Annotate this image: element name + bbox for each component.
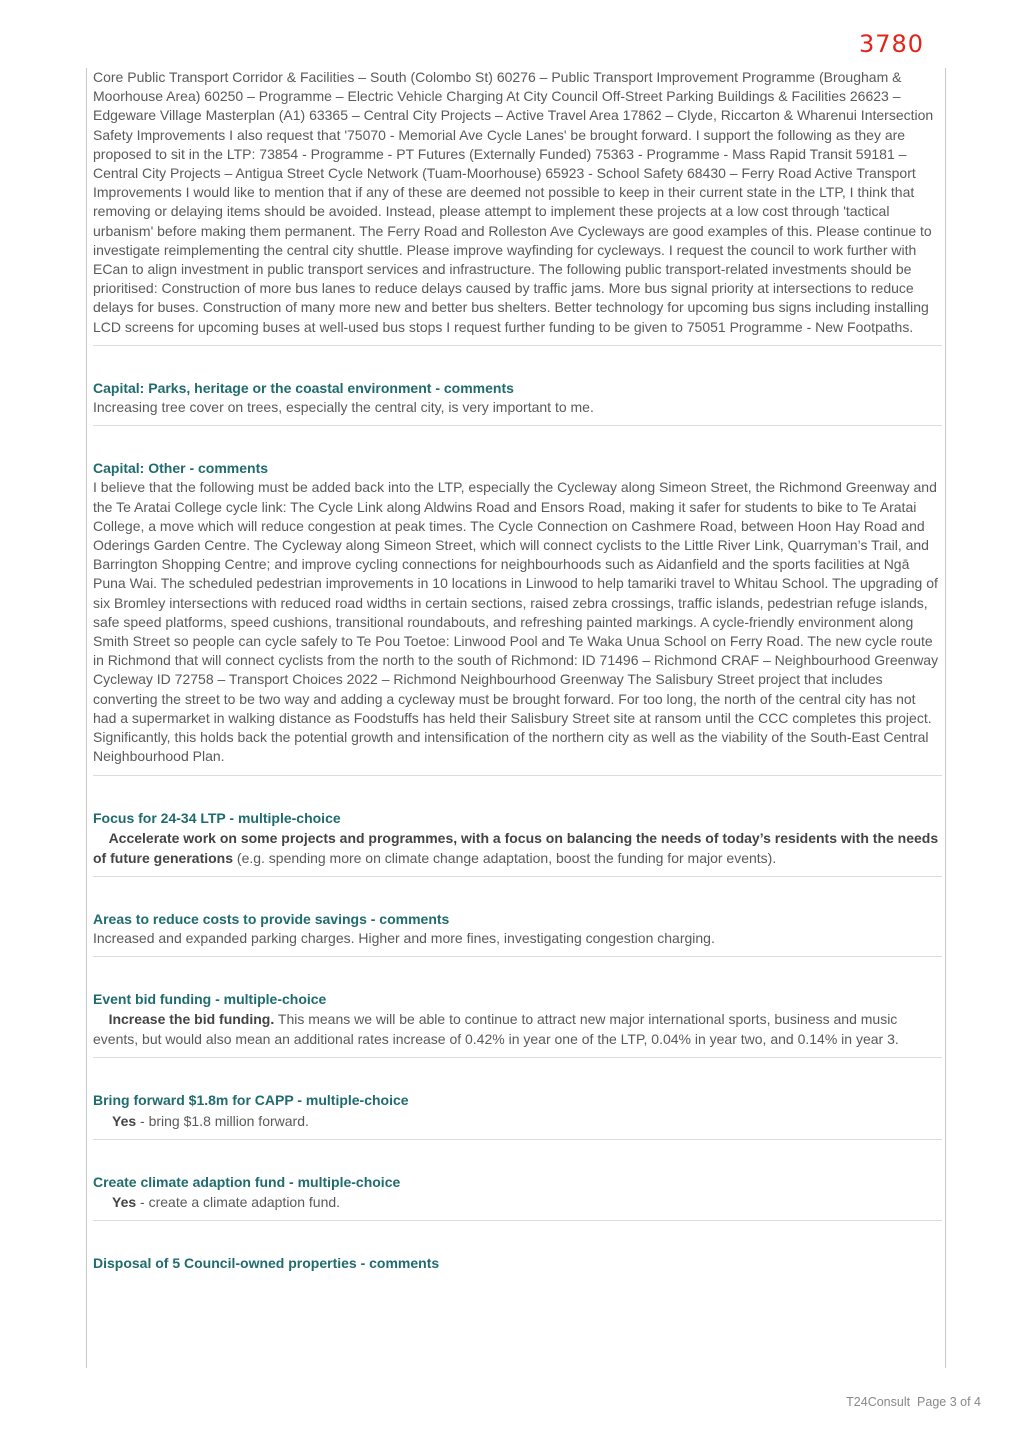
- section-climate-choice: [93, 1140, 942, 1221]
- capp-heading: Bring forward $1.8m for CAPP - multiple-choice: [93, 1092, 409, 1109]
- other-comment-text: I believe that the following must be added back into the LTP, especially the Cycleway along Simeon Street, the Richmond Greenway and the Te Aratai College cycle link: The Cycle Link along Aldwins Road and Ensors Road, making it safer for students to bike to Te Aratai College, a move which will reduce congestion at peak times. The Cycle Connection on Cashmere Road, between Hoon Hay Road and Oderings Garden Centre. The Cycleway along Simeon Street, which will connect cyclists to the Little River Link, Quarryman’s Trail, and Barrington Shopping Centre; and improve cycling connections for neighbourhoods such as Aidanfield and the sports facilities at Ngā Puna Wai. The scheduled pedestrian improvements in 10 locations in Linwood to help tamariki travel to Whitau School. The upgrading of six Bromley intersections with reduced road widths in certain sections, raised zebra crossings, traffic islands, pedestrian refuge islands, safe speed platforms, speed cushions, transitional roundabouts, and refreshing painted markings. A cycle-friendly environment along Smith Street so people can cycle safely to Te Pou Toetoe: Linwood Pool and Te Waka Unua School on Ferry Road. The new cycle route in Richmond that will connect cyclists from the north to the south of Richmond: ID 71496 – Richmond CRAF – Neighbourhood Greenway Cycleway ID 72758 – Transport Choices 2022 – Richmond Neighbourhood Greenway The Salisbury Street project that includes converting the street to be two way and adding a cycleway must be brought forward. For too long, the north of the central city has not had a supermarket in walking distance as Foodstuffs has held their Salisbury Street site at ransom until the CCC completes this project. Significantly, this holds back the potential growth and intensification of the northern city as well as the viability of the South-East Central Neighbourhood Plan.: [93, 479, 939, 765]
- disposal-heading: Disposal of 5 Council-owned properties - comments: [93, 1254, 440, 1271]
- transport-comment-text: Core Public Transport Corridor & Facilities – South (Colombo St) 60276 – Public Transport Improvement Programme (Brougham & Moorhouse Area) 60250 – Programme – Electric Vehicle Charging At City Council Off-Street Parking Buildings & Facilities 26623 – Edgeware Village Masterplan (A1) 63365 – Central City Projects – Active Travel Area 17862 – Clyde, Riccarton & Wharenui Intersection Safety Improvements I also request that '75070 - Memorial Ave Cycle Lanes' be brought forward. I support the following as they are proposed to sit in the LTP: 73854 - Programme - PT Futures (Externally Funded) 75363 - Programme - Mass Rapid Transit 59181 – Central City Projects – Antigua Street Cycle Network (Tuam-Moorhouse) 65923 - School Safety 68430 – Ferry Road Active Transport Improvements I would like to mention that if any of these are deemed not possible to keep in their current state in the LTP, I think that removing or delaying items should be avoided. Instead, please attempt to implement these projects at a low cost through 'tactical urbanism' before making them permanent. The Ferry Road and Rolleston Ave Cycleways are good examples of this. Please continue to investigate reimplementing the central city shuttle. Please improve wayfinding for cycleways. I request the council to work further with ECan to align investment in public transport services and infrastructure. The following public transport-related investments should be prioritised: Construction of more bus lanes to reduce delays caused by traffic jams. More bus signal priority at intersections to reduce delays for buses. Construction of many more new and better bus shelters. Better technology for upcoming bus signs including installing LCD screens for upcoming buses at well-used bus stops I request further funding to be given to 75051 Programme - New Footpaths.: [93, 69, 934, 335]
- section-focus-choice: [93, 776, 942, 877]
- section-parks-comments: [93, 346, 942, 426]
- other-heading: Capital: Other - comments: [93, 460, 269, 477]
- event-choice-detail: This means we will be able to continue to attract new major international sports, business and music events, but would also mean an additional rates increase of 0.42% in year one of the LTP, 0.04% in year two, and 0.14% in year 3.: [93, 1011, 899, 1048]
- parks-comment-text: Increasing tree cover on trees, especially the central city, is very important to me.: [93, 399, 594, 416]
- climate-answer: [93, 1192, 942, 1212]
- section-event-choice: [93, 957, 942, 1058]
- right-margin-rule: [945, 68, 946, 1368]
- savings-heading: Areas to reduce costs to provide savings - comments: [93, 910, 450, 927]
- footer-app-name: T24Consult: [846, 1395, 911, 1409]
- focus-answer: [93, 828, 942, 868]
- event-answer: [93, 1009, 942, 1049]
- focus-heading: Focus for 24-34 LTP - multiple-choice: [93, 809, 341, 826]
- parks-heading: Capital: Parks, heritage or the coastal environment - comments: [93, 379, 514, 396]
- section-other-comments: [93, 426, 942, 775]
- event-heading: Event bid funding - multiple-choice: [93, 991, 327, 1008]
- left-margin-rule: [86, 68, 87, 1368]
- section-disposal-comments: [93, 1221, 942, 1281]
- focus-choice-detail: (e.g. spending more on climate change adaptation, boost the funding for major events).: [233, 849, 777, 866]
- section-transport-comments: [93, 68, 942, 346]
- focus-choice-bold: Accelerate work on some projects and programmes, with a focus on balancing the needs of today’s residents with the needs of future generations: [93, 829, 939, 866]
- submission-content: [93, 68, 942, 1281]
- capp-choice-bold: Yes: [112, 1112, 137, 1129]
- savings-comment-text: Increased and expanded parking charges. Higher and more fines, investigating congestion charging.: [93, 929, 715, 946]
- page-footer: [846, 1395, 981, 1409]
- climate-heading: Create climate adaption fund - multiple-choice: [93, 1173, 401, 1190]
- footer-page-number: Page 3 of 4: [917, 1395, 981, 1409]
- section-savings-comments: [93, 877, 942, 957]
- climate-choice-bold: Yes: [112, 1193, 137, 1210]
- capp-answer: [93, 1111, 942, 1131]
- submission-number: 3780: [859, 30, 925, 58]
- section-capp-choice: [93, 1058, 942, 1139]
- climate-choice-detail: - create a climate adaption fund.: [136, 1193, 341, 1210]
- capp-choice-detail: - bring $1.8 million forward.: [136, 1112, 309, 1129]
- event-choice-bold: Increase the bid funding.: [108, 1011, 275, 1028]
